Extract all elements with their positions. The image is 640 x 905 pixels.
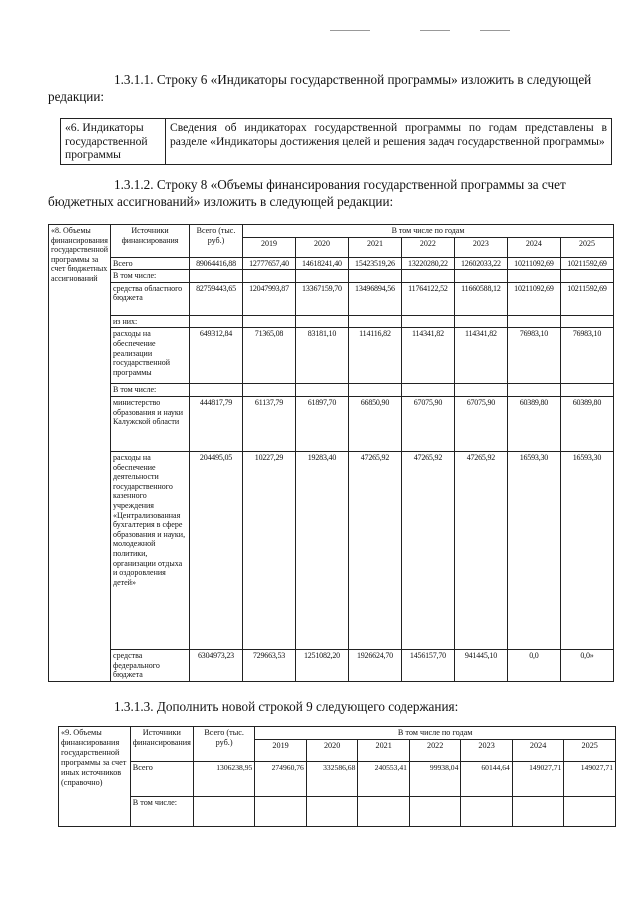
value-cell [295,315,348,328]
value-cell [242,384,295,397]
value-cell: 10211592,69 [560,257,613,270]
value-cell: 0,0 [507,649,560,681]
year-header: 2019 [242,237,295,257]
years-header: В том числе по годам [255,727,616,740]
value-cell [348,270,401,283]
value-cell: 67075,90 [401,396,454,451]
source-label: из них: [111,315,190,328]
paragraph-1-3-1-2: 1.3.1.2. Строку 8 «Объемы финансирования государственной программы за счет бюджетных ассигнований» изложить в следующей редакции: [48,177,566,209]
paragraph-1-3-1-1: 1.3.1.1. Строку 6 «Индикаторы государственной программы» изложить в следующей редакции: [48,72,592,104]
year-header: 2019 [255,740,307,762]
value-cell: 15423519,26 [348,257,401,270]
total-cell: 6304973,23 [190,649,243,681]
value-cell [242,270,295,283]
year-header: 2022 [401,237,454,257]
year-header: 2025 [560,237,613,257]
value-cell: 16593,30 [560,451,613,649]
row-6-text: Сведения об индикаторах государственной программы по годам представлены в разделе «Индикаторы достижения целей и решения задач государственной программы» [166,119,612,165]
value-cell: 67075,90 [454,396,507,451]
value-cell: 10211092,69 [507,282,560,315]
scan-artifact [330,30,370,31]
value-cell [507,315,560,328]
total-header: Всего (тыс. руб.) [193,727,254,762]
source-label: Всего [111,257,190,270]
scan-artifact [480,30,510,31]
total-cell: 1306238,95 [193,762,254,797]
value-cell: 76983,10 [560,328,613,384]
value-cell [358,797,410,827]
value-cell: 19283,40 [295,451,348,649]
total-cell [190,315,243,328]
value-cell [461,797,512,827]
value-cell [401,315,454,328]
total-cell [193,797,254,827]
value-cell: 149027,71 [564,762,616,797]
source-label: В том числе: [111,270,190,283]
value-cell [306,797,358,827]
year-header: 2020 [306,740,358,762]
value-cell: 1926624,70 [348,649,401,681]
value-cell: 13220280,22 [401,257,454,270]
row-6-label: «6. Индикаторы государственной программы [61,119,166,165]
value-cell [242,315,295,328]
total-cell: 444817,79 [190,396,243,451]
value-cell: 10211592,69 [560,282,613,315]
value-cell [401,270,454,283]
year-header: 2025 [564,740,616,762]
source-label: расходы на обеспечение реализации государственной программы [111,328,190,384]
value-cell: 10227,29 [242,451,295,649]
row-8-table [48,224,614,682]
value-cell: 47265,92 [454,451,507,649]
source-label: средства федерального бюджета [111,649,190,681]
value-cell: 240553,41 [358,762,410,797]
value-cell [295,270,348,283]
row-9-table [58,726,616,827]
value-cell: 0,0» [560,649,613,681]
total-cell: 649312,84 [190,328,243,384]
value-cell [454,270,507,283]
value-cell: 10211092,69 [507,257,560,270]
source-label: В том числе: [130,797,193,827]
source-label: средства областного бюджета [111,282,190,315]
value-cell: 114116,82 [348,328,401,384]
source-label: расходы на обеспечение деятельности государственного казенного учреждения «Централизованная бухгалтерия в сфере образования и науки, молодежной политики, организации отдыха и оздоровления детей» [111,451,190,649]
value-cell: 13496894,56 [348,282,401,315]
value-cell [401,384,454,397]
value-cell: 14618241,40 [295,257,348,270]
value-cell: 60389,80 [507,396,560,451]
total-cell: 89064416,88 [190,257,243,270]
year-header: 2024 [507,237,560,257]
value-cell: 60144,64 [461,762,512,797]
value-cell: 12602033,22 [454,257,507,270]
value-cell [512,797,564,827]
value-cell: 83181,10 [295,328,348,384]
value-cell: 332586,68 [306,762,358,797]
value-cell [560,384,613,397]
total-cell: 204495,05 [190,451,243,649]
value-cell: 71365,08 [242,328,295,384]
value-cell: 114341,82 [401,328,454,384]
paragraph-1-3-1-3: 1.3.1.3. Дополнить новой строкой 9 следующего содержания: [114,699,459,714]
value-cell: 729663,53 [242,649,295,681]
year-header: 2023 [454,237,507,257]
value-cell [454,315,507,328]
value-cell: 12777657,40 [242,257,295,270]
year-header: 2022 [409,740,460,762]
value-cell: 47265,92 [401,451,454,649]
year-header: 2021 [348,237,401,257]
total-header: Всего (тыс. руб.) [190,225,243,258]
value-cell: 13367159,70 [295,282,348,315]
value-cell: 99938,04 [409,762,460,797]
source-label: Всего [130,762,193,797]
value-cell: 16593,30 [507,451,560,649]
row-6-table [60,118,612,165]
value-cell: 1456157,70 [401,649,454,681]
value-cell [507,384,560,397]
value-cell: 11764122,52 [401,282,454,315]
value-cell [564,797,616,827]
year-header: 2024 [512,740,564,762]
value-cell: 114341,82 [454,328,507,384]
value-cell: 66850,90 [348,396,401,451]
value-cell: 11660588,12 [454,282,507,315]
value-cell: 47265,92 [348,451,401,649]
value-cell: 12047993,87 [242,282,295,315]
value-cell [348,315,401,328]
value-cell [348,384,401,397]
source-label: В том числе: [111,384,190,397]
value-cell: 1251082,20 [295,649,348,681]
value-cell: 149027,71 [512,762,564,797]
year-header: 2020 [295,237,348,257]
total-cell [190,384,243,397]
source-label: министерство образования и науки Калужской области [111,396,190,451]
value-cell [255,797,307,827]
total-cell: 82759443,65 [190,282,243,315]
years-header: В том числе по годам [242,225,613,238]
value-cell [560,315,613,328]
row-9-label: «9. Объемы финансирования государственной программы за счет иных источников (справочно) [59,727,131,827]
value-cell: 941445,10 [454,649,507,681]
value-cell: 61137,79 [242,396,295,451]
value-cell: 76983,10 [507,328,560,384]
value-cell [560,270,613,283]
value-cell [409,797,460,827]
scan-artifact [420,30,450,31]
value-cell: 60389,80 [560,396,613,451]
total-cell [190,270,243,283]
year-header: 2021 [358,740,410,762]
sources-header: Источники финансирования [111,225,190,258]
value-cell: 61897,70 [295,396,348,451]
value-cell: 274960,76 [255,762,307,797]
value-cell [454,384,507,397]
year-header: 2023 [461,740,512,762]
value-cell [507,270,560,283]
sources-header: Источники финансирования [130,727,193,762]
value-cell [295,384,348,397]
row-8-label: «8. Объемы финансирования государственной программы за счет бюджетных ассигнований [49,225,111,682]
